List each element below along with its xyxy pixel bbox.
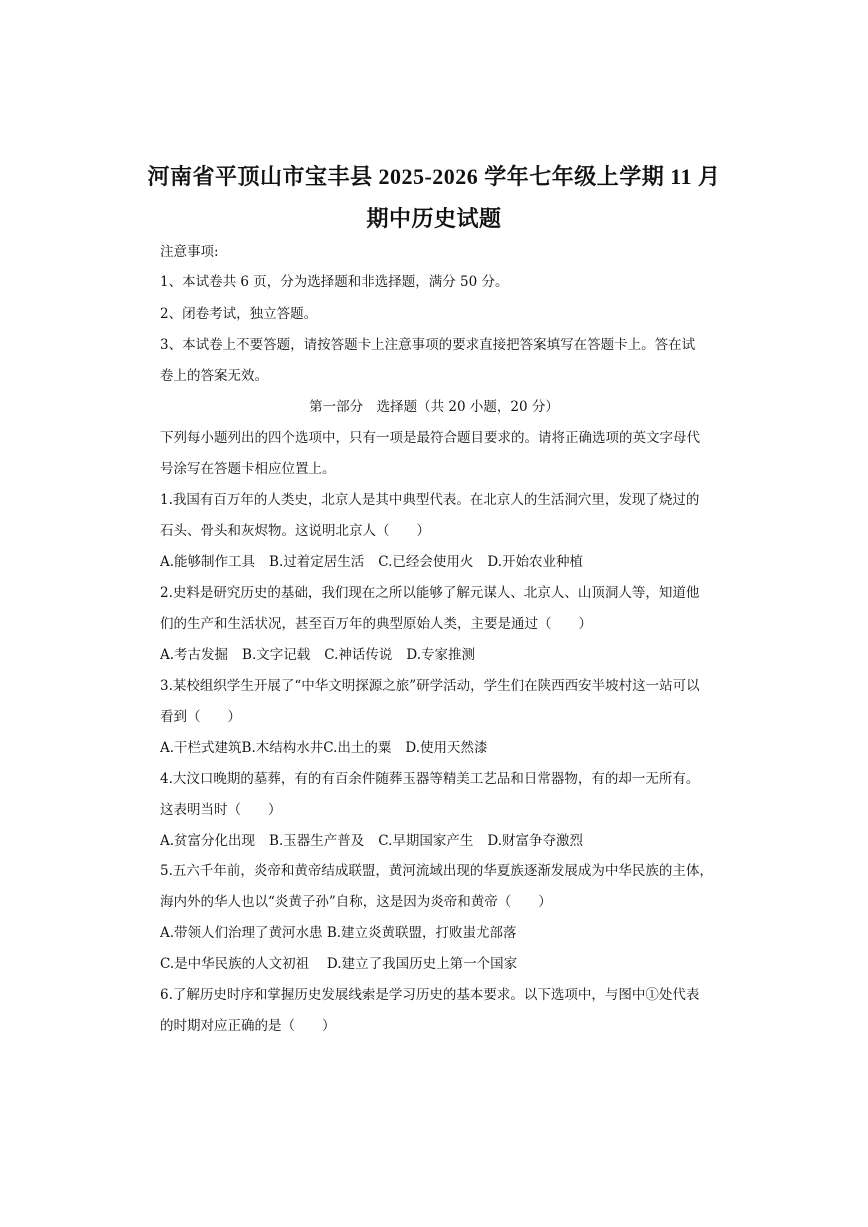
question-3-options: [160, 739, 720, 757]
option-b: B.文字记载: [242, 647, 311, 663]
question-6-text: 6.了解历史时序和掌握历史发展线索是学习历史的基本要求。以下选项中，与图中①处代表: [160, 987, 700, 1003]
question-1-text: 石头、骨头和灰烬物。这说明北京人（ ）: [160, 523, 430, 539]
question-2-text: 2.史料是研究历史的基础，我们现在之所以能够了解元谋人、北京人、山顶洞人等，知道他: [160, 585, 700, 601]
option-d: D.财富争夺激烈: [487, 833, 584, 849]
question-6-text: 的时期对应正确的是（ ）: [160, 1018, 336, 1034]
option-a: A.能够制作工具: [160, 554, 256, 570]
question-4-text: 4.大汶口晚期的墓葬，有的有百余件随葬玉器等精美工艺品和日常器物，有的却一无所有。: [160, 771, 700, 787]
question-5-options: C.是中华民族的人文初祖 D.建立了我国历史上第一个国家: [160, 956, 518, 972]
option-c: C.已经会使用火: [378, 554, 474, 570]
option-b: B.过着定居生活: [269, 554, 365, 570]
option-a: A.贫富分化出现: [160, 833, 256, 849]
option-d: D.使用天然漆: [405, 740, 488, 756]
exam-title-line2: 期中历史试题: [366, 206, 502, 231]
question-5-options: A.带领人们治理了黄河水患 B.建立炎黄联盟，打败蚩尤部落: [160, 925, 517, 941]
option-d: D.专家推测: [406, 647, 476, 663]
section-instruction: 号涂写在答题卡相应位置上。: [160, 461, 336, 477]
question-2-options: [160, 646, 720, 664]
question-3-text: 看到（ ）: [160, 709, 241, 725]
exam-title-line1: 河南省平顶山市宝丰县 2025-2026 学年七年级上学期 11 月: [147, 164, 721, 189]
option-a: A.考古发掘: [160, 647, 229, 663]
notice-item: 1、本试卷共 6 页，分为选择题和非选择题，满分 50 分。: [160, 274, 509, 290]
question-4-text: 这表明当时（ ）: [160, 802, 282, 818]
notice-item: 卷上的答案无效。: [160, 368, 268, 384]
notice-item: 3、本试卷上不要答题，请按答题卡上注意事项的要求直接把答案填写在答题卡上。答在试: [160, 337, 696, 353]
question-4-options: [160, 832, 720, 850]
option-abc: A.干栏式建筑B.木结构水井C.出土的粟: [160, 740, 392, 756]
question-5-text: 海内外的华人也以“炎黄子孙”自称，这是因为炎帝和黄帝（ ）: [160, 894, 552, 910]
section-heading: 第一部分 选择题（共 20 小题，20 分）: [309, 399, 559, 415]
section-instruction: 下列每小题列出的四个选项中，只有一项是最符合题目要求的。请将正确选项的英文字母代: [160, 430, 700, 446]
option-b: B.玉器生产普及: [269, 833, 365, 849]
question-1-options: [160, 553, 720, 571]
notice-heading: 注意事项:: [160, 244, 219, 260]
option-c: C.早期国家产生: [378, 833, 474, 849]
option-d: D.开始农业种植: [487, 554, 584, 570]
question-1-text: 1.我国有百万年的人类史，北京人是其中典型代表。在北京人的生活洞穴里，发现了烧过的: [160, 492, 700, 508]
question-2-text: 们的生产和生活状况，甚至百万年的典型原始人类，主要是通过（ ）: [160, 616, 592, 632]
option-c: C.神话传说: [324, 647, 393, 663]
question-3-text: 3.某校组织学生开展了“中华文明探源之旅”研学活动，学生们在陕西西安半坡村这一站可以: [160, 678, 700, 694]
notice-item: 2、闭卷考试，独立答题。: [160, 306, 318, 322]
question-5-text: 5.五六千年前，炎帝和黄帝结成联盟，黄河流域出现的华夏族逐渐发展成为中华民族的主体，: [160, 863, 713, 879]
